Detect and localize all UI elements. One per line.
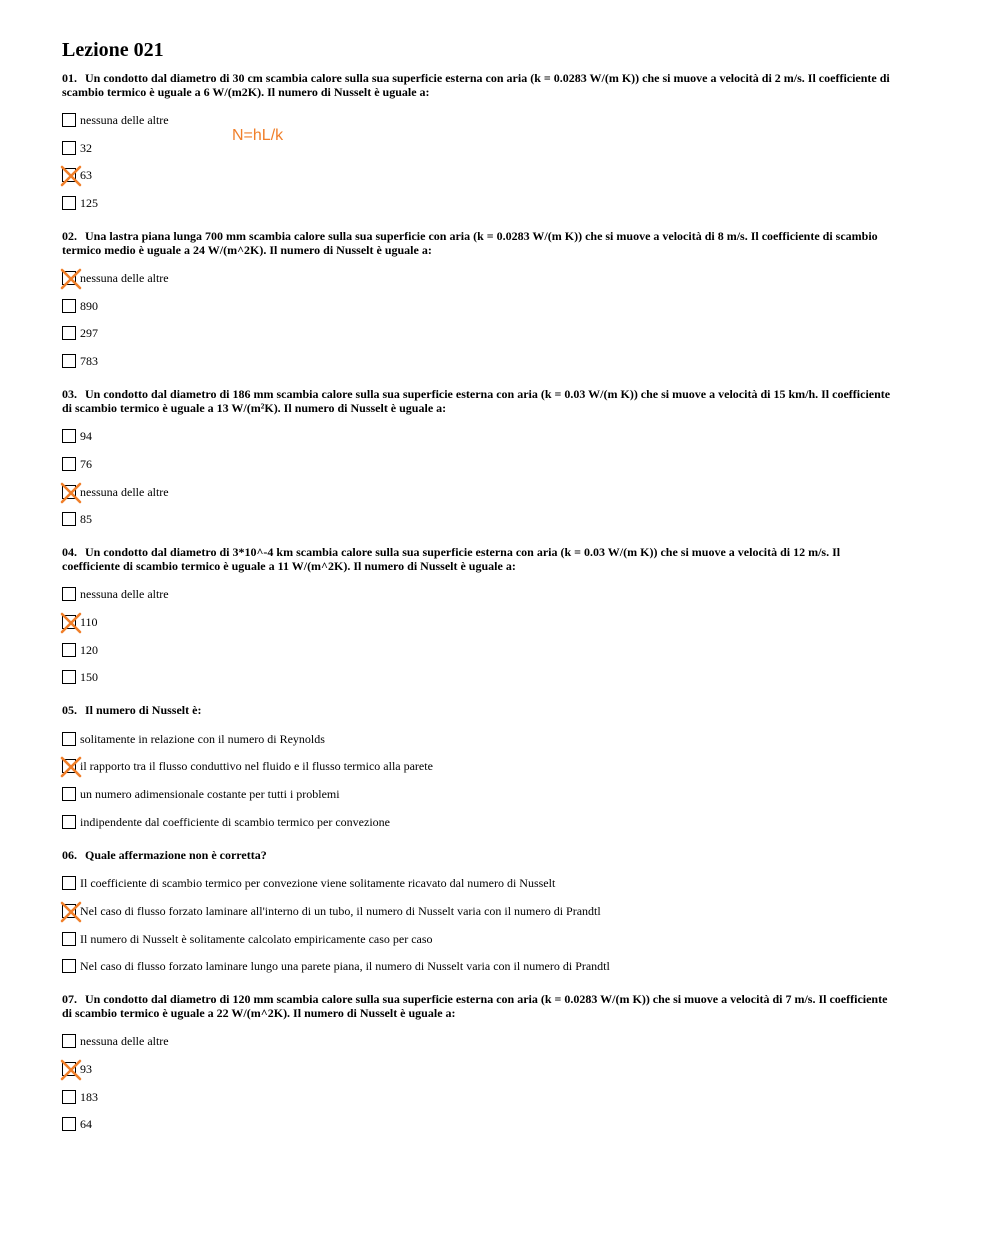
answer-option[interactable] [62, 166, 942, 184]
answer-option[interactable] [62, 957, 942, 975]
question-2 [62, 230, 942, 370]
answer-checkbox[interactable] [62, 485, 76, 499]
answer-label: 32 [80, 140, 92, 155]
answer-label: 150 [80, 670, 98, 685]
answer-option[interactable] [62, 455, 942, 473]
answer-label: Nel caso di flusso forzato laminare lungo una parete piana, il numero di Nusselt varia con il numero di Prandtl [80, 959, 610, 974]
answer-option[interactable] [62, 510, 942, 528]
answer-option[interactable] [62, 324, 942, 342]
question-text [62, 546, 942, 573]
answer-label: nessuna delle altre [80, 1034, 169, 1049]
answer-label: 297 [80, 326, 98, 341]
answer-option[interactable] [62, 902, 942, 920]
answer-label: 63 [80, 168, 92, 183]
answer-checkbox[interactable] [62, 457, 76, 471]
answer-label: indipendente dal coefficiente di scambio termico per convezione [80, 814, 390, 829]
answer-checkbox[interactable] [62, 168, 76, 182]
answer-option[interactable] [62, 352, 942, 370]
answer-label: un numero adimensionale costante per tutti i problemi [80, 787, 340, 802]
answer-checkbox[interactable] [62, 815, 76, 829]
answer-label: 85 [80, 512, 92, 527]
question-body: Un condotto dal diametro di 3*10^-4 km scambia calore sulla sua superficie esterna con aria (k = 0.03 W/(m K)) che si muove a velocità di 12 m/s. Il coefficiente di scambio termico è uguale a 11 W/(m^2K). Il numero di Nusselt è uguale a: [62, 545, 841, 573]
answer-option[interactable] [62, 1032, 942, 1050]
answer-checkbox[interactable] [62, 615, 76, 629]
answer-label: il rapporto tra il flusso conduttivo nel fluido e il flusso termico alla parete [80, 759, 433, 774]
answer-checkbox[interactable] [62, 326, 76, 340]
answer-label: nessuna delle altre [80, 484, 169, 499]
question-1 [62, 72, 942, 212]
question-number: 05. [62, 703, 77, 718]
answer-checkbox[interactable] [62, 876, 76, 890]
question-text [62, 230, 942, 257]
question-number: 04. [62, 545, 77, 560]
question-body: Quale affermazione non è corretta? [85, 847, 267, 862]
answer-checkbox[interactable] [62, 1034, 76, 1048]
answer-checkbox[interactable] [62, 787, 76, 801]
question-body: Il numero di Nusselt è: [85, 703, 202, 718]
answer-label: 93 [80, 1062, 92, 1077]
answer-checkbox[interactable] [62, 932, 76, 946]
answer-option[interactable] [62, 874, 942, 892]
question-number: 03. [62, 387, 77, 402]
answer-option[interactable] [62, 297, 942, 315]
document-page [62, 38, 942, 1151]
question-text [62, 993, 942, 1020]
answer-label: solitamente in relazione con il numero di Reynolds [80, 731, 325, 746]
question-body: Un condotto dal diametro di 120 mm scambia calore sulla sua superficie esterna con aria (k = 0.0283 W/(m K)) che si muove a velocità di 7 m/s. Il coefficiente di scambio termico è uguale a 22 W/(m^2K). Il numero di Nusselt è uguale a: [62, 992, 888, 1020]
answer-checkbox[interactable] [62, 670, 76, 684]
answer-option[interactable] [62, 730, 942, 748]
handwritten-annotation: N=hL/k [232, 127, 284, 144]
answer-option[interactable] [62, 483, 942, 501]
question-3 [62, 388, 942, 528]
answer-option[interactable] [62, 111, 942, 129]
answer-label: 120 [80, 642, 98, 657]
question-body: Un condotto dal diametro di 186 mm scambia calore sulla sua superficie esterna con aria (k = 0.03 W/(m K)) che si muove a velocità di 15 km/h. Il coefficiente di scambio termico è uguale a 13 W/(m²K). Il numero di Nusselt è uguale a: [62, 387, 891, 415]
answer-checkbox[interactable] [62, 643, 76, 657]
answer-option[interactable] [62, 668, 942, 686]
answer-label: 890 [80, 298, 98, 313]
answer-checkbox[interactable] [62, 354, 76, 368]
answer-label: 183 [80, 1089, 98, 1104]
question-body: Una lastra piana lunga 700 mm scambia calore sulla sua superficie con aria (k = 0.0283 W/(m K)) che si muove a velocità di 8 m/s. Il coefficiente di scambio termico medio è uguale a 24 W/(m^2K). Il numero di Nusselt è uguale a: [62, 229, 878, 257]
answer-label: nessuna delle altre [80, 271, 169, 286]
question-text [62, 388, 942, 415]
question-5 [62, 704, 942, 831]
answer-checkbox[interactable] [62, 271, 76, 285]
answer-option[interactable] [62, 757, 942, 775]
answer-option[interactable] [62, 641, 942, 659]
answer-label: 110 [80, 614, 98, 629]
answer-checkbox[interactable] [62, 732, 76, 746]
answer-checkbox[interactable] [62, 904, 76, 918]
answer-option[interactable] [62, 139, 942, 157]
answer-label: Il coefficiente di scambio termico per convezione viene solitamente ricavato dal numero di Nusselt [80, 876, 556, 891]
question-text [62, 704, 942, 718]
answer-option[interactable] [62, 1060, 942, 1078]
answer-label: 64 [80, 1117, 92, 1132]
question-number: 01. [62, 71, 77, 85]
answer-checkbox[interactable] [62, 1117, 76, 1131]
answer-option[interactable] [62, 1088, 942, 1106]
answer-option[interactable] [62, 1115, 942, 1133]
answer-checkbox[interactable] [62, 429, 76, 443]
answer-option[interactable] [62, 785, 942, 803]
answer-option[interactable] [62, 427, 942, 445]
question-number: 07. [62, 992, 77, 1007]
answer-checkbox[interactable] [62, 1090, 76, 1104]
answer-checkbox[interactable] [62, 1062, 76, 1076]
answer-checkbox[interactable] [62, 196, 76, 210]
answer-label: 783 [80, 354, 98, 369]
question-text [62, 849, 942, 863]
answer-label: nessuna delle altre [80, 113, 169, 127]
answer-checkbox[interactable] [62, 759, 76, 773]
question-number: 02. [62, 229, 77, 244]
answer-label: 94 [80, 429, 92, 444]
page-title: Lezione 021 [62, 39, 164, 61]
answer-label: nessuna delle altre [80, 587, 169, 602]
answer-option[interactable] [62, 613, 942, 631]
question-4 [62, 546, 942, 686]
answer-label: Il numero di Nusselt è solitamente calcolato empiricamente caso per caso [80, 931, 433, 946]
question-6 [62, 849, 942, 976]
question-number: 06. [62, 847, 77, 862]
answer-label: Nel caso di flusso forzato laminare all'interno di un tubo, il numero di Nusselt varia con il numero di Prandtl [80, 904, 601, 918]
answer-option[interactable] [62, 930, 942, 948]
answer-checkbox[interactable] [62, 587, 76, 601]
answer-option[interactable] [62, 813, 942, 831]
answer-checkbox[interactable] [62, 512, 76, 526]
answer-label: 125 [80, 196, 98, 211]
answer-checkbox[interactable] [62, 113, 76, 127]
answer-checkbox[interactable] [62, 299, 76, 313]
answer-checkbox[interactable] [62, 141, 76, 155]
answer-label: 76 [80, 456, 92, 471]
question-body: Un condotto dal diametro di 30 cm scambia calore sulla sua superficie esterna con aria (k = 0.0283 W/(m K)) che si muove a velocità di 2 m/s. Il coefficiente di scambio termico è uguale a 6 W/(m2K). Il numero di Nusselt è uguale a: [62, 71, 890, 99]
answer-option[interactable] [62, 269, 942, 287]
question-text [62, 72, 942, 99]
answer-option[interactable] [62, 194, 942, 212]
answer-checkbox[interactable] [62, 959, 76, 973]
answer-option[interactable] [62, 585, 942, 603]
question-7 [62, 993, 942, 1133]
question-list [62, 72, 942, 1133]
